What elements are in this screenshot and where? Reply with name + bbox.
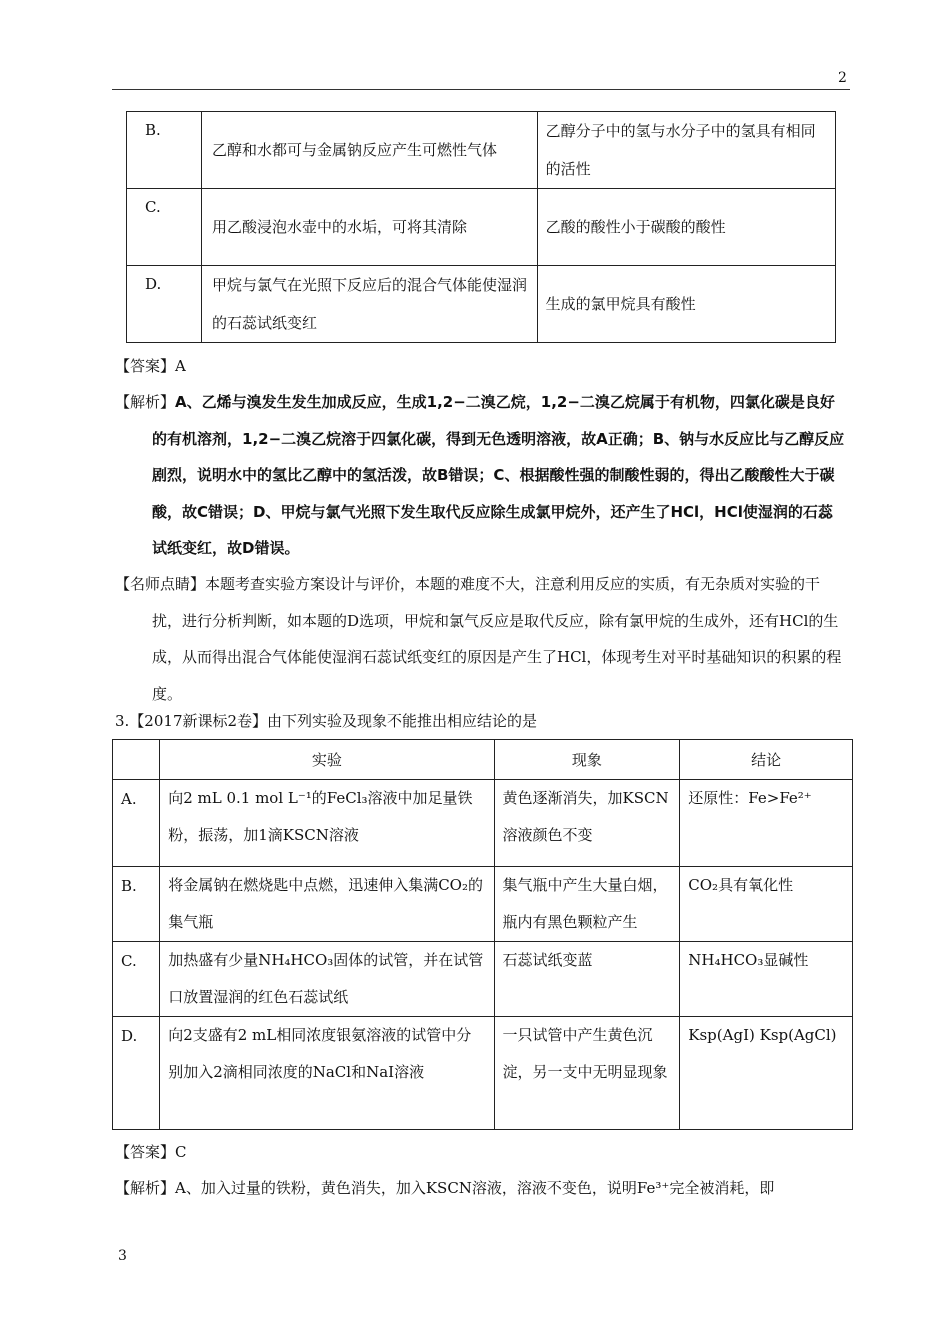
header-phenomenon: 现象: [494, 740, 680, 780]
answer-text: 【答案】C: [115, 1143, 187, 1161]
analysis-text: A、加入过量的铁粉，黄色消失，加入KSCN溶液，溶液不变色，说明Fe³⁺完全被消耗，即: [175, 1179, 775, 1197]
page-number-bottom: 3: [118, 1248, 127, 1264]
conclusion-cell: NH₄HCO₃显碱性: [680, 942, 853, 1017]
experiment-cell: 加热盛有少量NH₄HCO₃固体的试管，并在试管口放置湿润的红色石蕊试纸: [160, 942, 494, 1017]
header-experiment: 实验: [160, 740, 494, 780]
experiment-cell: 甲烷与氯气在光照下反应后的混合气体能使湿润的石蕊试纸变红: [201, 266, 537, 343]
question-3-stem: 3.【2017新课标2卷】由下列实验及现象不能推出相应结论的是: [115, 712, 538, 730]
row-label: C.: [127, 189, 202, 266]
conclusion-cell: 乙酸的酸性小于碳酸的酸性: [537, 189, 835, 266]
phenomenon-cell: 黄色逐渐消失，加KSCN溶液颜色不变: [494, 780, 680, 867]
table-row: [127, 266, 836, 343]
table-row: [113, 1017, 853, 1130]
tip-paragraph: [115, 566, 845, 712]
page-number-top: 2: [838, 70, 847, 86]
analysis-1: [115, 384, 845, 567]
answer-3: [115, 1134, 845, 1171]
experiment-cell: 将金属钠在燃烧匙中点燃，迅速伸入集满CO₂的集气瓶: [160, 867, 494, 942]
analysis-paragraph: [115, 384, 845, 567]
phenomenon-cell: 一只试管中产生黄色沉淀，另一支中无明显现象: [494, 1017, 680, 1130]
phenomenon-cell: 石蕊试纸变蓝: [494, 942, 680, 1017]
analysis-text: A、乙烯与溴发生发生加成反应，生成1,2−二溴乙烷，1,2−二溴乙烷属于有机物，四氯化碳是良好的有机溶剂，1,2−二溴乙烷溶于四氯化碳，得到无色透明溶液，故A正确；B、钠与水反应比与乙醇反应剧烈，说明水中的氢比乙醇中的氢活泼，故B错误；C、根据酸性强的制酸性弱的，得出乙酸酸性大于碳酸，故C错误；D、甲烷与氯气光照下发生取代反应除生成氯甲烷外，还产生了HCl，HCl使湿润的石蕊试纸变红，故D错误。: [152, 393, 845, 557]
experiment-table: [112, 739, 853, 1130]
answer-text: 【答案】A: [115, 357, 186, 375]
row-label: C.: [113, 942, 160, 1017]
tip-label: 【名师点睛】: [115, 575, 206, 593]
row-label: D.: [127, 266, 202, 343]
header-blank: [113, 740, 160, 780]
tip-text: 本题考查实验方案设计与评价，本题的难度不大，注意利用反应的实质，有无杂质对实验的干扰，进行分析判断，如本题的D选项，甲烷和氯气反应是取代反应，除有氯甲烷的生成外，还有HCl的生成，从而得出混合气体能使湿润石蕊试纸变红的原因是产生了HCl，体现考生对平时基础知识的积累的程度。: [152, 575, 842, 703]
question-3: [115, 703, 845, 740]
conclusion-cell: CO₂具有氧化性: [680, 867, 853, 942]
table-header-row: [113, 740, 853, 780]
analysis-label: 【解析】: [115, 1179, 176, 1197]
row-label: D.: [113, 1017, 160, 1130]
experiment-cell: 向2 mL 0.1 mol L⁻¹的FeCl₃溶液中加足量铁粉，振荡，加1滴KSCN溶液: [160, 780, 494, 867]
conclusion-cell: 生成的氯甲烷具有酸性: [537, 266, 835, 343]
conclusion-cell: 乙醇分子中的氢与水分子中的氢具有相同的活性: [537, 112, 835, 189]
conclusion-cell: Ksp(AgI) Ksp(AgCl): [680, 1017, 853, 1130]
table-row: [113, 942, 853, 1017]
table-row: [127, 189, 836, 266]
row-label: B.: [127, 112, 202, 189]
row-label: A.: [113, 780, 160, 867]
experiment-cell: 用乙酸浸泡水壶中的水垢，可将其清除: [201, 189, 537, 266]
answer-1: [115, 348, 845, 385]
table-row: [127, 112, 836, 189]
header-conclusion: 结论: [680, 740, 853, 780]
header-rule: [112, 89, 850, 90]
analysis-label: 【解析】: [115, 393, 176, 411]
row-label: B.: [113, 867, 160, 942]
phenomenon-cell: 集气瓶中产生大量白烟，瓶内有黑色颗粒产生: [494, 867, 680, 942]
table-row: [113, 780, 853, 867]
analysis-paragraph: [115, 1170, 845, 1207]
conclusion-cell: 还原性：Fe>Fe²⁺: [680, 780, 853, 867]
options-table-continued: [126, 111, 836, 343]
teacher-tip-1: [115, 566, 845, 712]
table-row: [113, 867, 853, 942]
experiment-cell: 向2支盛有2 mL相同浓度银氨溶液的试管中分别加入2滴相同浓度的NaCl和NaI溶液: [160, 1017, 494, 1130]
analysis-3: [115, 1170, 845, 1207]
experiment-cell: 乙醇和水都可与金属钠反应产生可燃性气体: [201, 112, 537, 189]
